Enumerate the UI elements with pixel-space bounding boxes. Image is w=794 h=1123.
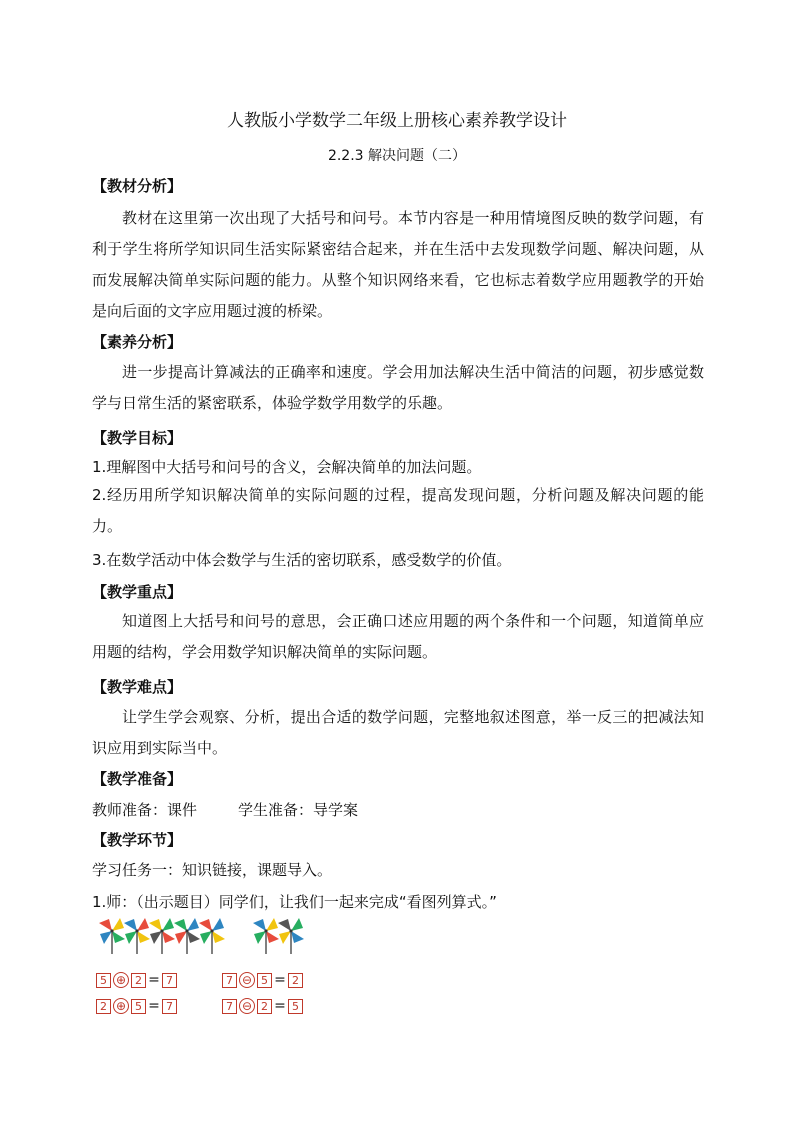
preparation-heading: 【教学准备】 — [92, 770, 183, 788]
literacy-analysis-body: 进一步提高计算减法的正确率和速度。学会用加法解决生活中简洁的问题，初步感觉数学与日常生活的紧密联系，体验学数学用数学的乐趣。 — [92, 363, 704, 412]
equation-result: 7 — [162, 973, 177, 988]
minus-icon: ⊖ — [239, 998, 255, 1014]
pinwheel-icon — [196, 917, 228, 955]
goal-item-2: 2.经历用所学知识解决简单的实际问题的过程，提高发现问题，分析问题及解决问题的能力。 — [92, 486, 704, 535]
equals-sign: = — [148, 998, 160, 1014]
equals-sign: = — [274, 998, 286, 1014]
difficulties-heading: 【教学难点】 — [92, 678, 183, 696]
pinwheel-icon — [275, 917, 307, 955]
equation-addition-1 — [96, 971, 177, 989]
equation-result: 5 — [288, 999, 303, 1014]
goal-item-3: 3.在数学活动中体会数学与生活的密切联系，感受数学的价值。 — [92, 551, 512, 569]
process-heading: 【教学环节】 — [92, 831, 183, 849]
document-title: 人教版小学数学二年级上册核心素养教学设计 — [227, 111, 567, 131]
equation-subtraction-2 — [222, 997, 303, 1015]
equals-sign: = — [274, 972, 286, 988]
step-one: 1.师：（出示题目）同学们，让我们一起来完成“看图列算式。” — [92, 893, 497, 911]
student-prep: 学生准备：导学案 — [238, 801, 359, 819]
plus-icon: ⊕ — [113, 998, 129, 1014]
equation-operand: 5 — [96, 973, 111, 988]
equation-operand: 7 — [222, 973, 237, 988]
equation-operand: 5 — [131, 999, 146, 1014]
plus-icon: ⊕ — [113, 972, 129, 988]
literacy-analysis-heading: 【素养分析】 — [92, 333, 183, 351]
difficulties-body: 让学生学会观察、分析，提出合适的数学问题，完整地叙述图意，举一反三的把减法知识应用到实际当中。 — [92, 708, 704, 757]
equation-addition-2 — [96, 997, 177, 1015]
key-points-body: 知道图上大括号和问号的意思，会正确口述应用题的两个条件和一个问题，知道简单应用题的结构，学会用数学知识解决简单的实际问题。 — [92, 612, 704, 661]
equation-operand: 2 — [257, 999, 272, 1014]
equation-operand: 2 — [96, 999, 111, 1014]
document-subtitle: 2.2.3 解决问题（二） — [327, 148, 467, 164]
textbook-analysis-body: 教材在这里第一次出现了大括号和问号。本节内容是一种用情境图反映的数学问题，有利于学生将所学知识同生活实际紧密结合起来，并在生活中去发现数学问题、解决问题，从而发展解决简单实际问题的能力。从整个知识网络来看，它也标志着数学应用题教学的开始是向后面的文字应用题过渡的桥梁。 — [92, 209, 704, 320]
equation-operand: 7 — [222, 999, 237, 1014]
equation-result: 7 — [162, 999, 177, 1014]
teacher-prep: 教师准备：课件 — [92, 801, 198, 819]
goal-item-1: 1.理解图中大括号和问号的含义，会解决简单的加法问题。 — [92, 458, 482, 476]
teaching-goals-heading: 【教学目标】 — [92, 429, 183, 447]
equation-operand: 5 — [257, 973, 272, 988]
task-one: 学习任务一：知识链接，课题导入。 — [92, 861, 333, 879]
equals-sign: = — [148, 972, 160, 988]
equation-operand: 2 — [131, 973, 146, 988]
equation-subtraction-1 — [222, 971, 303, 989]
minus-icon: ⊖ — [239, 972, 255, 988]
equation-result: 2 — [288, 973, 303, 988]
key-points-heading: 【教学重点】 — [92, 583, 183, 601]
textbook-analysis-heading: 【教材分析】 — [92, 177, 183, 195]
